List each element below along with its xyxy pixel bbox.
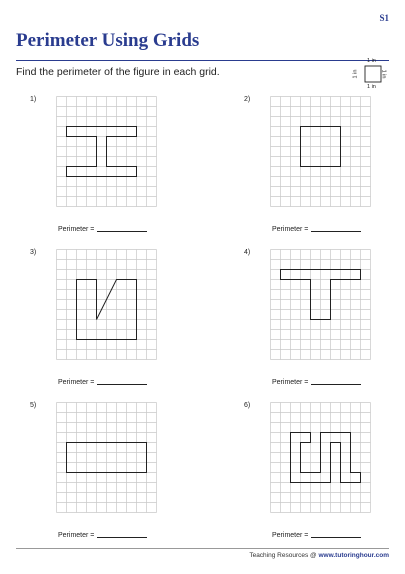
problem-grid [270, 402, 371, 513]
problem-number: 6) [244, 402, 251, 409]
unit-label-bottom: 1 in [367, 84, 376, 90]
answer-line [272, 377, 361, 386]
answer-label: Perimeter = [58, 379, 95, 386]
problem-number: 4) [244, 249, 251, 256]
answer-blank[interactable] [97, 530, 147, 538]
answer-blank[interactable] [311, 224, 361, 232]
answer-line [58, 377, 147, 386]
footer [249, 552, 389, 559]
answer-blank[interactable] [97, 224, 147, 232]
problem-4 [244, 249, 405, 394]
problem-grid [56, 249, 157, 360]
unit-key [352, 58, 391, 94]
answer-label: Perimeter = [272, 226, 309, 233]
problem-grid [270, 96, 371, 207]
page-title: Perimeter Using Grids [16, 30, 200, 51]
answer-blank[interactable] [97, 377, 147, 385]
answer-line [272, 224, 361, 233]
answer-label: Perimeter = [272, 532, 309, 539]
figure-outline [291, 433, 361, 483]
unit-label-top: 1 in [367, 58, 376, 64]
problem-2 [244, 96, 405, 241]
answer-line [272, 530, 361, 539]
problem-number: 5) [30, 402, 37, 409]
problem-6 [244, 402, 405, 547]
footer-prefix: Teaching Resources @ [249, 552, 317, 559]
footer-site-link[interactable]: www.tutoringhour.com [318, 552, 389, 559]
answer-blank[interactable] [311, 377, 361, 385]
title-divider [16, 60, 389, 61]
answer-line [58, 530, 147, 539]
problem-number: 2) [244, 96, 251, 103]
problem-5 [30, 402, 200, 547]
answer-label: Perimeter = [58, 226, 95, 233]
answer-blank[interactable] [311, 530, 361, 538]
answer-line [58, 224, 147, 233]
answer-label: Perimeter = [58, 532, 95, 539]
problem-grid [270, 249, 371, 360]
problem-number: 1) [30, 96, 37, 103]
answer-label: Perimeter = [272, 379, 309, 386]
problem-grid [56, 96, 157, 207]
problem-1 [30, 96, 200, 241]
unit-label-right: 1 in [380, 69, 387, 79]
figure-outline [67, 127, 137, 177]
problem-number: 3) [30, 249, 37, 256]
unit-label-left: 1 in [352, 69, 359, 79]
footer-divider [16, 548, 389, 549]
problem-grid [56, 402, 157, 513]
instruction-text: Find the perimeter of the figure in each grid. [16, 66, 220, 78]
problem-3 [30, 249, 200, 394]
sheet-code: S1 [379, 13, 389, 23]
